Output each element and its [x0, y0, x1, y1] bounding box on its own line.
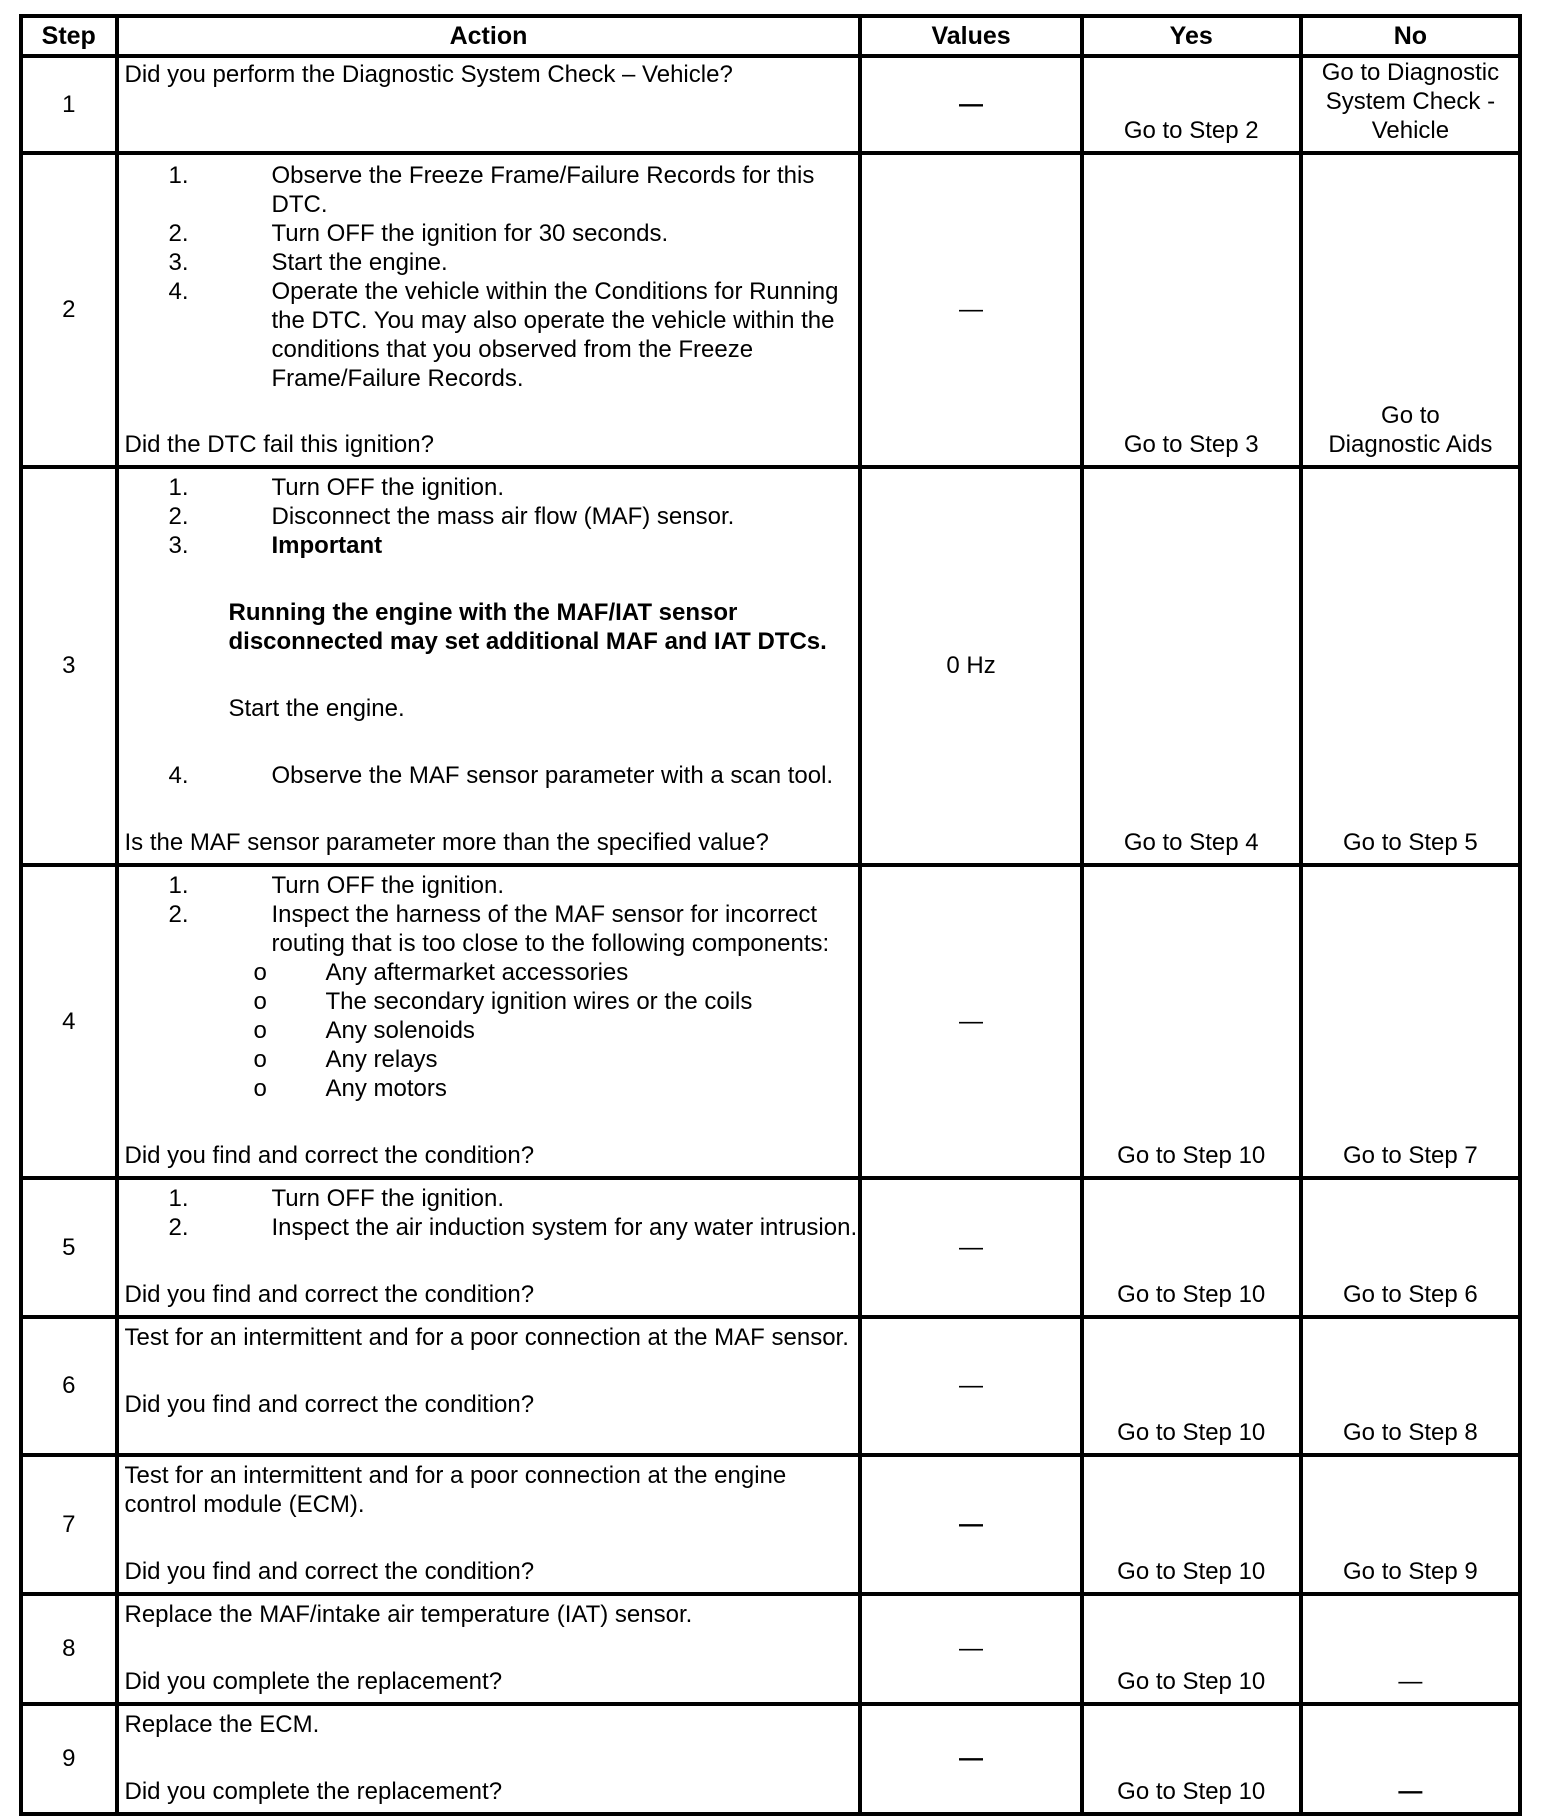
header-action: Action [117, 16, 861, 56]
action-cell [117, 1317, 861, 1455]
action-intro: Did you perform the Diagnostic System Check – Vehicle? [124, 61, 733, 88]
action-step: 1. Turn OFF the ignition. [168, 872, 505, 899]
no-cell: Go to Step 7 [1301, 865, 1520, 1178]
yes-cell: Go to Step 10 [1082, 1455, 1301, 1594]
action-step: 1. Observe the Freeze Frame/Failure Records for this DTC. [168, 162, 815, 218]
action-question: Did you find and correct the condition? [124, 1558, 535, 1585]
header-values: Values [860, 16, 1081, 56]
step-number: 4 [21, 865, 117, 1178]
values-cell: — [860, 865, 1081, 1178]
step-number: 5 [21, 1178, 117, 1317]
yes-cell: Go to Step 2 [1082, 56, 1301, 153]
action-question: Did you find and correct the condition? [124, 1281, 535, 1308]
step-number: 2 [21, 153, 117, 467]
action-cell [117, 153, 861, 467]
action-steps [125, 469, 859, 560]
yes-cell: Go to Step 10 [1082, 865, 1301, 1178]
values-cell: — [860, 1594, 1081, 1704]
diagnostic-table [19, 14, 1522, 1816]
action-step: 1. Turn OFF the ignition. [168, 1185, 505, 1212]
action-steps [125, 867, 859, 958]
values-cell: — [860, 153, 1081, 467]
yes-cell: Go to Step 10 [1082, 1594, 1301, 1704]
action-step: 1. Turn OFF the ignition. [168, 474, 505, 501]
no-cell: Go to Step 6 [1301, 1178, 1520, 1317]
step-number: 3 [21, 467, 117, 865]
action-question: Did you complete the replacement? [124, 1778, 503, 1805]
values-cell: — [860, 1704, 1081, 1814]
action-intro: Test for an intermittent and for a poor connection at the MAF sensor. [124, 1324, 849, 1351]
action-steps [125, 155, 859, 393]
values-cell: — [860, 56, 1081, 153]
step-number: 6 [21, 1317, 117, 1455]
table-row [21, 56, 1520, 153]
action-intro: Replace the MAF/intake air temperature (IAT) sensor. [124, 1601, 693, 1628]
yes-cell: Go to Step 10 [1082, 1178, 1301, 1317]
no-cell: Go to Step 8 [1301, 1317, 1520, 1455]
table-row [21, 1455, 1520, 1594]
no-text: Go to Diagnostic System Check - Vehicle [1321, 59, 1500, 144]
important-note: Running the engine with the MAF/IAT sensor disconnected may set additional MAF and IAT DTCs. [228, 599, 827, 655]
yes-cell: Go to Step 10 [1082, 1704, 1301, 1814]
action-step: 2. Inspect the harness of the MAF sensor for incorrect routing that is too close to the following components: [168, 901, 830, 957]
action-cell [117, 467, 861, 865]
action-cell [117, 1704, 861, 1814]
table-row [21, 865, 1520, 1178]
step-number: 1 [21, 56, 117, 153]
values-cell: 0 Hz [860, 467, 1081, 865]
action-step: 2. Disconnect the mass air flow (MAF) sensor. [168, 503, 735, 530]
action-question: Is the MAF sensor parameter more than the specified value? [124, 829, 769, 856]
action-question: Did you find and correct the condition? [124, 1391, 535, 1418]
list-item: o Any aftermarket accessories [253, 959, 629, 986]
table-row [21, 1178, 1520, 1317]
table-row [21, 1594, 1520, 1704]
no-cell: — [1301, 1594, 1520, 1704]
list-item: o Any solenoids [253, 1017, 475, 1044]
header-row [21, 16, 1520, 56]
action-cell [117, 865, 861, 1178]
action-step: 2. Turn OFF the ignition for 30 seconds. [168, 220, 669, 247]
yes-cell: Go to Step 4 [1082, 467, 1301, 865]
no-cell: — [1301, 1704, 1520, 1814]
step-number: 7 [21, 1455, 117, 1594]
yes-cell: Go to Step 3 [1082, 153, 1301, 467]
start-engine-text: Start the engine. [228, 695, 405, 722]
action-intro: Replace the ECM. [124, 1711, 320, 1738]
table-row [21, 1317, 1520, 1455]
header-step: Step [21, 16, 117, 56]
step-number: 8 [21, 1594, 117, 1704]
action-step: 3. Important [168, 532, 383, 559]
no-cell [1301, 56, 1520, 153]
values-cell: — [860, 1317, 1081, 1455]
no-cell: Go to Step 5 [1301, 467, 1520, 865]
list-item: o Any relays [253, 1046, 438, 1073]
action-cell [117, 1594, 861, 1704]
action-step: 4. Operate the vehicle within the Conditions for Running the DTC. You may also operate the vehicle within the conditions that you observed from the Freeze Frame/Failure Records. [168, 278, 839, 392]
list-item: o The secondary ignition wires or the coils [253, 988, 753, 1015]
action-question: Did you find and correct the condition? [124, 1142, 535, 1169]
action-cell [117, 56, 861, 153]
header-yes: Yes [1082, 16, 1301, 56]
list-item: o Any motors [253, 1075, 447, 1102]
values-cell: — [860, 1455, 1081, 1594]
action-cell [117, 1178, 861, 1317]
action-steps [125, 1180, 859, 1242]
action-question: Did the DTC fail this ignition? [124, 431, 434, 458]
action-intro: Test for an intermittent and for a poor connection at the engine control module (ECM). [124, 1462, 787, 1518]
header-no: No [1301, 16, 1520, 56]
step-number: 9 [21, 1704, 117, 1814]
values-cell: — [860, 1178, 1081, 1317]
action-steps [125, 761, 859, 790]
action-cell [117, 1455, 861, 1594]
action-step: 3. Start the engine. [168, 249, 448, 276]
component-list [125, 958, 859, 1103]
no-cell: Go to Step 9 [1301, 1455, 1520, 1594]
action-step: 2. Inspect the air induction system for any water intrusion. [168, 1214, 858, 1241]
no-text: Go to Diagnostic Aids [1328, 402, 1493, 458]
no-cell [1301, 153, 1520, 467]
action-question: Did you complete the replacement? [124, 1668, 503, 1695]
yes-cell: Go to Step 10 [1082, 1317, 1301, 1455]
table-row [21, 467, 1520, 865]
action-step: 4. Observe the MAF sensor parameter with a scan tool. [168, 762, 834, 789]
table-row [21, 153, 1520, 467]
table-row [21, 1704, 1520, 1814]
